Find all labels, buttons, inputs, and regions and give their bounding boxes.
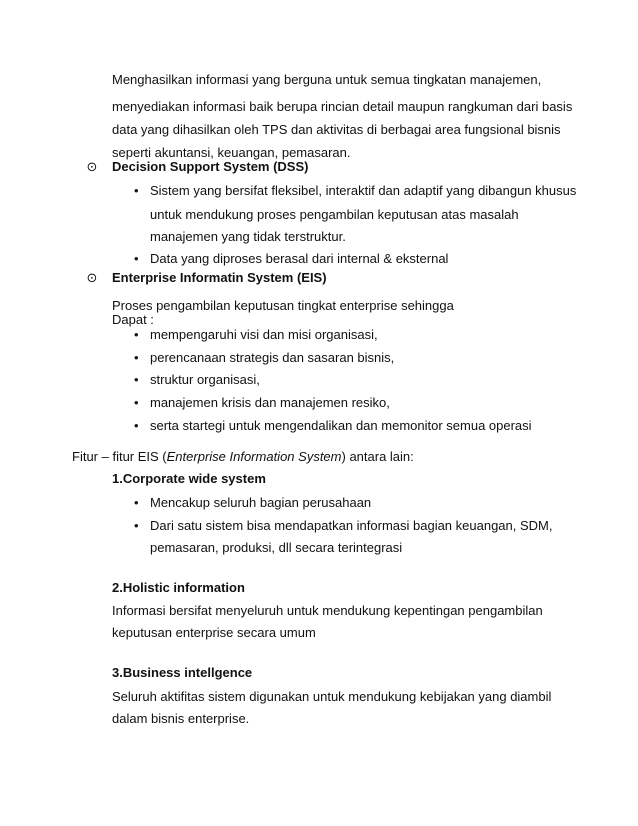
fitur-suffix: ) antara lain: (341, 449, 414, 464)
intro-line-3: data yang dihasilkan oleh TPS dan aktivitas di berbagai area fungsional bisnis (112, 122, 561, 137)
sec3-line1: Seluruh aktifitas sistem digunakan untuk mendukung kebijakan yang diambil (112, 689, 552, 704)
bullet-icon: • (134, 251, 139, 266)
sec1-bullet2-line1: Dari satu sistem bisa mendapatkan informasi bagian keuangan, SDM, (150, 518, 553, 533)
bullet-icon: • (134, 395, 139, 410)
eis-item-5: serta startegi untuk mengendalikan dan memonitor semua operasi (150, 418, 532, 433)
dss-bullet1-line1: Sistem yang bersifat fleksibel, interaktif dan adaptif yang dibangun khusus (150, 183, 577, 198)
dss-bullet2: Data yang diproses berasal dari internal & eksternal (150, 251, 449, 266)
eis-item-4: manajemen krisis dan manajemen resiko, (150, 395, 390, 410)
fitur-italic: Enterprise Information System (166, 449, 342, 464)
bullet-icon: • (134, 418, 139, 433)
circled-dot-icon: ⊙ (86, 159, 98, 174)
bullet-icon: • (134, 372, 139, 387)
bullet-icon: • (134, 350, 139, 365)
fitur-prefix: Fitur – fitur EIS ( (72, 449, 167, 464)
sec1-bullet2-line2: pemasaran, produksi, dll secara terintegrasi (150, 540, 403, 555)
dss-title: Decision Support System (DSS) (112, 159, 309, 174)
eis-intro-line1: Proses pengambilan keputusan tingkat enterprise sehingga (112, 298, 454, 313)
dss-bullet1-line2: untuk mendukung proses pengambilan keputusan atas masalah (150, 207, 519, 222)
sec3-line2: dalam bisnis enterprise. (112, 711, 250, 726)
bullet-icon: • (134, 327, 139, 342)
circled-dot-icon: ⊙ (86, 270, 98, 285)
eis-item-3: struktur organisasi, (150, 372, 260, 387)
sec1-bullet1: Mencakup seluruh bagian perusahaan (150, 495, 372, 510)
sec1-title: 1.Corporate wide system (112, 471, 266, 486)
eis-item-2: perencanaan strategis dan sasaran bisnis, (150, 350, 395, 365)
intro-line-1: Menghasilkan informasi yang berguna untuk semua tingkatan manajemen, (112, 72, 542, 87)
bullet-icon: • (134, 518, 139, 533)
intro-line-4: seperti akuntansi, keuangan, pemasaran. (112, 145, 351, 160)
sec2-line1: Informasi bersifat menyeluruh untuk mendukung kepentingan pengambilan (112, 603, 543, 618)
sec2-line2: keputusan enterprise secara umum (112, 625, 316, 640)
sec3-title: 3.Business intellgence (112, 665, 253, 680)
bullet-icon: • (134, 183, 139, 198)
intro-line-2: menyediakan informasi baik berupa rincian detail maupun rangkuman dari basis (112, 99, 573, 114)
fitur-heading (72, 449, 414, 465)
eis-item-1: mempengaruhi visi dan misi organisasi, (150, 327, 378, 342)
eis-intro-line2: Dapat : (112, 312, 154, 327)
dss-bullet1-line3: manajemen yang tidak terstruktur. (150, 229, 346, 244)
sec2-title: 2.Holistic information (112, 580, 245, 595)
bullet-icon: • (134, 495, 139, 510)
eis-title: Enterprise Informatin System (EIS) (112, 270, 327, 285)
